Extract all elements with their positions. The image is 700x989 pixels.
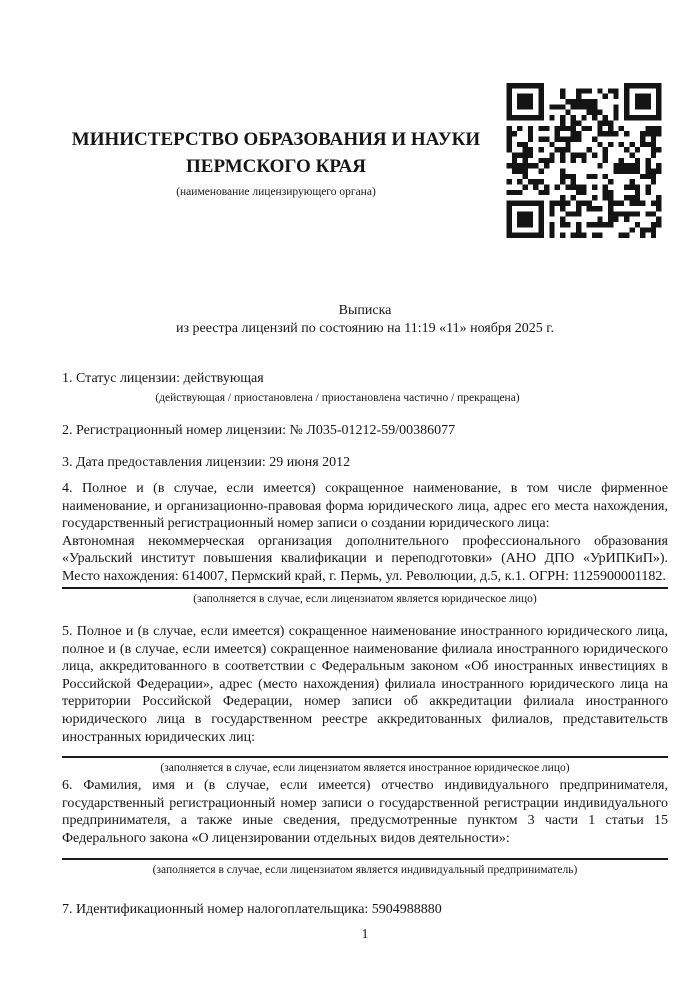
- page-number: 1: [361, 926, 369, 941]
- ministry-name-line1: МИНИСТЕРСТВО ОБРАЗОВАНИЯ И НАУКИ: [71, 129, 481, 150]
- qr-code: [505, 83, 663, 238]
- fill-in-rule-individual: [62, 858, 668, 860]
- item-license-status: [62, 369, 668, 405]
- item-individual-entrepreneur: [62, 777, 668, 877]
- item-foreign-entity: [62, 623, 668, 775]
- legal-entity-fill-note: (заполняется в случае, если лицензиатом является юридическое лицо): [193, 592, 537, 605]
- document-subtitle: из реестра лицензий по состоянию на 11:19 «11» ноября 2025 г.: [176, 321, 554, 336]
- ministry-name-line2: ПЕРМСКОГО КРАЯ: [186, 156, 366, 177]
- registration-number-text: 2. Регистрационный номер лицензии: № Л035-01212-59/00386077: [62, 423, 456, 438]
- license-status-text: 1. Статус лицензии: действующая: [62, 371, 264, 386]
- legal-entity-answer: Автономная некоммерческая организация дополнительного профессионального образования «Уральский институт повышения квалификации и переподготовки» (АНО ДПО «УрИПКиП»). Место нахождения: 614007, Пермский край, г. Пермь, ул. Революции, д.5, к.1. ОГРН: 1125900001182.: [62, 533, 668, 584]
- grant-date-text: 3. Дата предоставления лицензии: 29 июня 2012: [62, 455, 351, 470]
- licensing-authority-caption: (наименование лицензирующего органа): [176, 186, 376, 198]
- legal-entity-question: 4. Полное и (в случае, если имеется) сокращенное наименование, в том числе фирменное наименование, и организационно-правовая форма юридического лица, адрес его места нахождения, государственный регистрационный номер записи о создании юридического лица:: [62, 481, 668, 532]
- taxpayer-number-text: 7. Идентификационный номер налогоплательщика: 5904988880: [62, 902, 442, 917]
- item-legal-entity: [62, 480, 668, 606]
- licensing-authority-header: [62, 126, 490, 199]
- fill-in-rule-foreign-entity: [62, 756, 668, 758]
- document-title-block: [62, 302, 668, 338]
- license-status-options-note: (действующая / приостановлена / приостановлена частично / прекращена): [155, 392, 520, 404]
- foreign-entity-question: 5. Полное и (в случае, если имеется) сокращенное наименование иностранного юридического лица, полное и (в случае, если имеется) сокращенное наименование филиала иностранного юридического лица, аккредитованного в соответствии с Федеральным законом «Об иностранных инвестициях в Российской Федерации», адрес (место нахождения) филиала иностранного юридического лица на территории Российской Федерации, номер записи об аккредитации филиала иностранного юридического лица в государственном реестре аккредитованных филиалов, представительств иностранных юридических лиц:: [62, 624, 668, 745]
- item-grant-date: [62, 453, 668, 472]
- document-title: Выписка: [338, 303, 392, 318]
- individual-fill-note: (заполняется в случае, если лицензиатом является индивидуальный предприниматель): [152, 864, 578, 877]
- foreign-entity-fill-note: (заполняется в случае, если лицензиатом является иностранное юридическое лицо): [160, 762, 570, 775]
- fill-in-rule-legal-entity: [62, 587, 668, 589]
- item-taxpayer-number: [62, 900, 668, 919]
- individual-question: 6. Фамилия, имя и (в случае, если имеется) отчество индивидуального предпринимателя, государственный регистрационный номер записи о государственной регистрации индивидуального предпринимателя, а также иные сведения, предусмотренные пунктом 3 части 1 статьи 15 Федерального закона «О лицензировании отдельных видов деятельности»:: [62, 778, 668, 846]
- item-registration-number: [62, 421, 668, 440]
